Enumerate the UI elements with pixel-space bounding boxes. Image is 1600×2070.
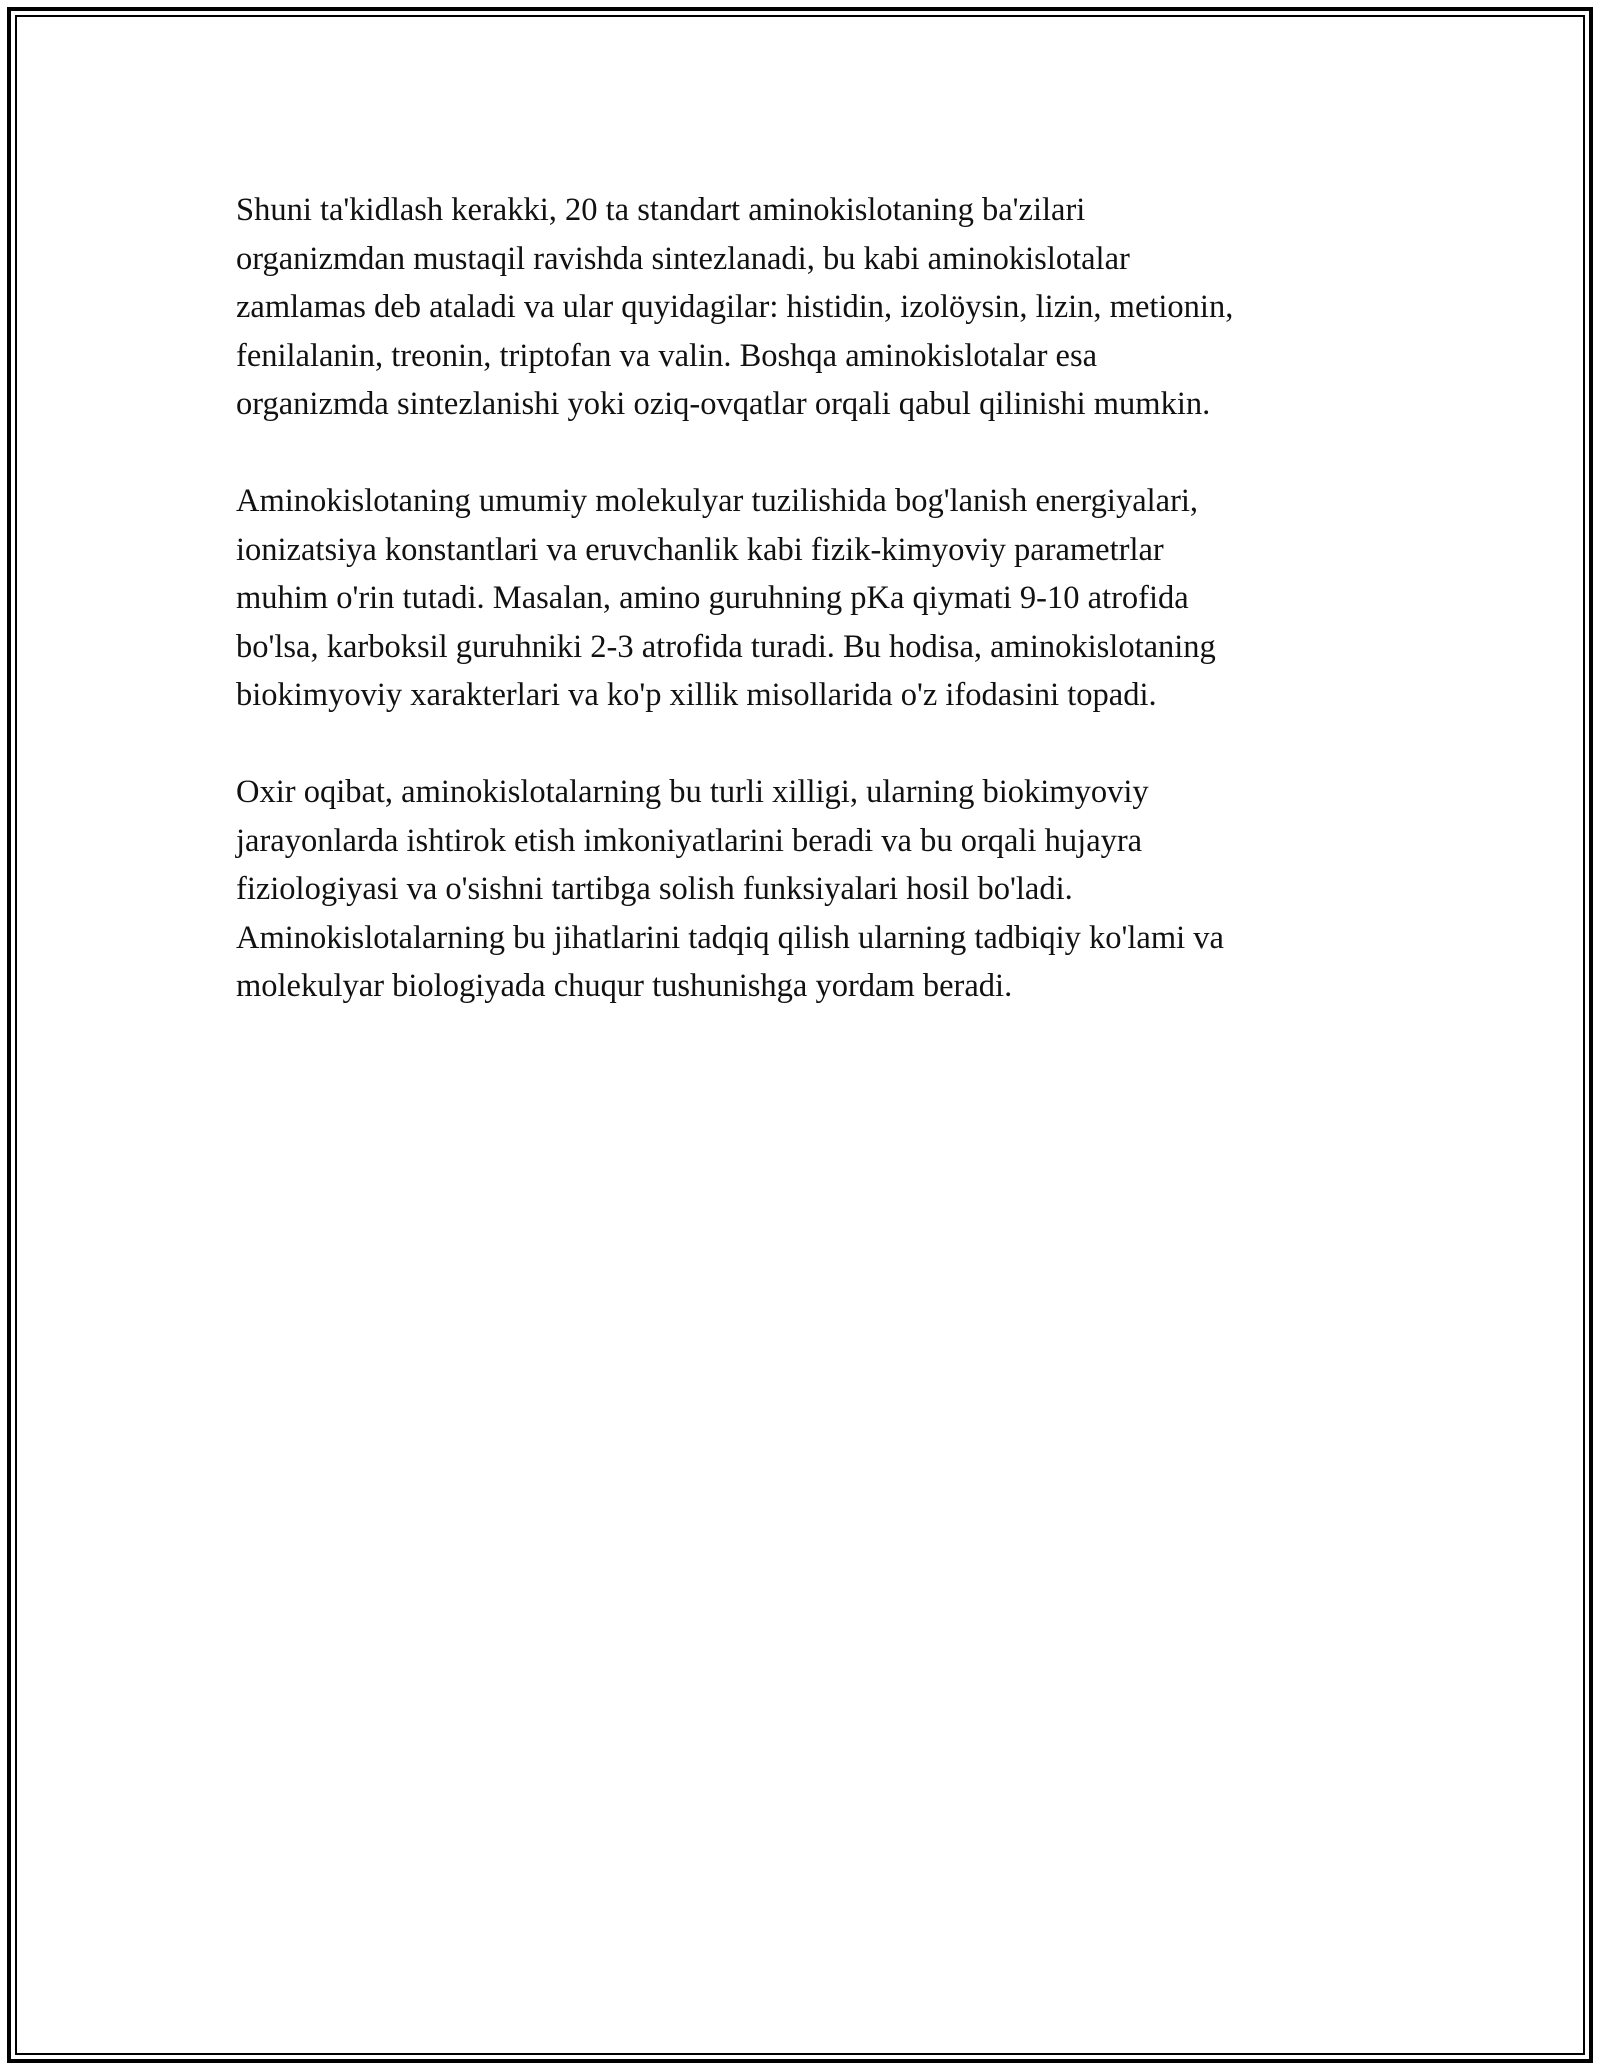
paragraph-1 — [236, 186, 1396, 429]
text-line: bo'lsa, karboksil guruhniki 2-3 atrofida turadi. Bu hodisa, aminokislotaning — [236, 628, 1216, 665]
text-line: fiziologiyasi va o'sishni tartibga solish funksiyalari hosil bo'ladi. — [236, 871, 1073, 907]
text-line: organizmdan mustaqil ravishda sintezlanadi, bu kabi aminokislotalar — [236, 240, 1130, 277]
text-line: Aminokislotalarning bu jihatlarini tadqiq qilish ularning tadbiqiy ko'lami va — [236, 919, 1224, 956]
text-line: Aminokislotaning umumiy molekulyar tuzilishida bog'lanish energiyalari, — [236, 483, 1199, 519]
text-line: muhim o'rin tutadi. Masalan, amino guruhning pKa qiymati 9-10 atrofida — [236, 580, 1189, 616]
text-line: jarayonlarda ishtirok etish imkoniyatlarini beradi va bu orqali hujayra — [236, 822, 1143, 859]
text-line: molekulyar biologiyada chuqur tushunishga yordam beradi. — [236, 968, 1013, 1004]
text-line: biokimyoviy xarakterlari va ko'p xillik misollarida o'z ifodasini topadi. — [236, 677, 1157, 713]
text-line: zamlamas deb ataladi va ular quyidagilar: histidin, izolöysin, lizin, metionin, — [236, 289, 1234, 325]
paragraph-3 — [236, 768, 1396, 1011]
text-line: Shuni ta'kidlash kerakki, 20 ta standart aminokislotaning ba'zilari — [236, 192, 1086, 228]
paragraph-2 — [236, 477, 1396, 720]
text-line: organizmda sintezlanishi yoki oziq-ovqatlar orqali qabul qilinishi mumkin. — [236, 386, 1211, 422]
text-line: ionizatsiya konstantlari va eruvchanlik kabi fizik-kimyoviy parametrlar — [236, 531, 1164, 568]
document-body — [236, 186, 1396, 1011]
text-line: Oxir oqibat, aminokislotalarning bu turli xilligi, ularning biokimyoviy — [236, 774, 1149, 810]
text-line: fenilalanin, treonin, triptofan va valin. Boshqa aminokislotalar esa — [236, 337, 1098, 374]
